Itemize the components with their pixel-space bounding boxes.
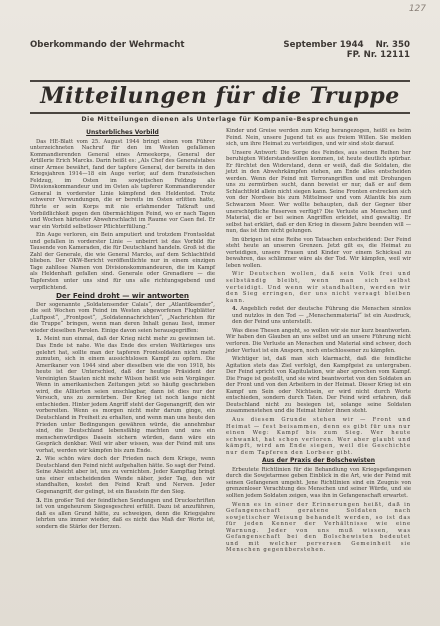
paragraph: Wichtiger ist, daß man sich klarmacht, daß die feindliche Agitation stets das Ziel verfolgt, den Kampfgeist zu untergraben. Der Feind spricht von Kapitulation, wir aber sprechen vom Kampf. Die Frage ist gestellt, und sie wird beantwortet von den Soldaten an der Front und von den Arbeitern in der Heimat. Dieser Krieg ist ein Kampf um Sein oder Nichtsein, er wird nicht durch Worte entschieden, sondern durch Taten. Der Feind wird erfahren, daß Deutschland nicht zu besiegen ist, solange seine Soldaten zusammenstehen und die Heimat hinter ihnen steht.: [226, 356, 411, 415]
list-item: 2. Wie schön wäre doch der Frieden nach dem Kriege, wenn Deutschland den Feind nicht aufgehalten hätte. So sagt der Feind. Seine Absicht aber ist, uns zu vernichten. Jeder Kampftag bringt uns einer entscheidenden Wende näher, jeder Tag, den wir standhalten, kostet den Feind Kraft und Nerven. Jeder Gegenangriff, der gelingt, ist ein Baustein für den Sieg.: [36, 456, 215, 495]
list-item-text: Meint nun einmal, daß der Krieg nicht mehr zu gewinnen ist. Das Ende ist nahe. Wie das Ende des ersten Weltkrieges uns gelehrt hat, sollte man der tapferen Frontsoldaten nicht mehr zumuten, sich in einem aussichtslosen Kampf zu opfern. Die Amerikaner von 1944 sind aber dieselben wie die von 1918, bis heute ist der Unterschied, daß der heutige Präsident der Vereinigten Staaten nicht mehr Wilson heißt wie sein Vorgänger. Wenn in amerikanischen Zeitungen jetzt so häufig geschrieben wird, die Alliierten seien unschlagbar, dann ist dies nur der Versuch, uns zu zermürben. Der Krieg ist noch lange nicht entschieden. Hinter jedem Angriff steht der Gegenangriff, den wir vorbereiten. Wenn es morgen nicht mehr darum ginge, ein Deutschland in Freiheit zu erhalten, und wenn man uns heute den Frieden unter Bedingungen gewähren würde, die annehmbar sind, die Deutschland lebensfähig machten und uns ein menschenwürdiges Dasein sichern würden, dann wäre ein Gespräch denkbar. Weil wir aber wissen, was der Feind mit uns vorhat, werden wir kämpfen bis zum Ende.: [36, 336, 215, 454]
paragraph: Aus diesem Grunde stehen wir — Front und Heimat — fest beisammen, denn es gibt für uns nur einen Weg: Kampf bis zum Sieg. Wer heute schwankt, hat schon verloren. Wer aber glaubt und kämpft, wird am Ende siegen, weil die Geschichte nur dem Tapferen den Lorbeer gibt.: [226, 416, 411, 456]
paragraph: Unsere Antwort: Die Sorge des Feindes, aus seinen Reihen her beruhigten Widerstandswillen kommen, ist heute deutlich spürbar. Er fürchtet den Widerstand, denn er weiß, daß die Soldaten, die jetzt in den Abwehrkämpfen stehen, am Ende alles entscheiden werden. Wenn der Feind mit Terrorangriffen und mit Drohungen uns zu zermürben sucht, dann beweist er nur, daß er auf dem Schlachtfeld allein nicht siegen kann. Seine Fronten erstrecken sich von der Nordsee bis zum Mittelmeer und vom Atlantik bis zum Schwarzen Meer. Wer wollte behaupten, daß der Gegner über unerschöpfliche Reserven verfügt? Die Verluste an Menschen und Material, die er bei seinen Angriffen erleidet, sind gewaltig. Er selbst hat erklärt, daß er den Krieg in diesem Jahre beenden will — nun, das ist ihm nicht gelungen.: [226, 149, 411, 235]
section-title-vorbild: Unsterbliches Vorbild: [86, 129, 159, 136]
section-title-feind-droht: Der Feind droht — wir antworten: [55, 291, 190, 301]
list-item-text: Ein großer Teil der feindlichen Sendungen und Druckschriften ist von ungeheurem Siegesgeschrei erfüllt. Dazu ist anzuführen, daß es allen Grund hätte, zu schweigen, denn die Kriegsjahre lehrten uns immer wieder, daß es nicht das Maß der Worte ist, sondern die Stärke der Herzen.: [36, 497, 216, 530]
paragraph: Das HE-Blatt vom 25. August 1944 bringt einen vom Führer unterzeichneten Nachruf für den im Westen gefallenen Kommandierenden General eines Armeekorps, General der Artillerie Erich Marcks. Darin heißt es: „Als Chef des Generalstabes einer Armee bewährt, fand der tapfere General, der bereits in den Kriegsjahren 1914—18 ein Auge verlor, auf dem französischen Feldzug, im Osten im sowjetischen Feldzug als Divisionskommandeur und im Osten als tapferer Kommandierender General in vorderster Linie kämpfend den Heldentod. Trotz schwerer Verwundungen, die er bereits im Osten erlitten hatte, führte er sein Korps mit nie erlahmender Tatkraft und Vorbildlichkeit gegen den übermächtigen Feind, wo er nach Tagen und Wochen härtester Abwehrschlacht im Raume vor Caen fiel. Er war ein Vorbild selbstloser Pflichterfüllung.“: [30, 138, 215, 230]
issue-date: September 1944: [283, 40, 364, 50]
paragraph: Wenn es in einer der Erinnerungen heißt, daß in Gefangenschaft geratene Soldaten nach sowjetischer Weisung behandelt werden, so ist das für jeden Kenner der Verhältnisse wie eine Warnung. Jeder von uns muß wissen, was Gefangenschaft bei den Bolschewisten bedeutet und mit welcher perversen Gemeinheit sie Menschen gegenüberstehen.: [226, 501, 411, 554]
right-column: [226, 128, 411, 556]
list-item-text: Angeblich redet der deutsche Führung die Menschen sinnlos und nutzlos in den Tod — „Menschenmaterial“ ist ein Ausdruck, den der Feind uns unterstellt.: [232, 306, 412, 326]
publisher-name: Oberkommando der Wehrmacht: [30, 40, 185, 50]
field-post-number: FP. Nr. 12111: [346, 50, 410, 60]
paragraph: Im übrigen ist eine Reihe von Tatsachen entscheidend: Der Feind steht heute an unseren Grenzen. Jetzt gilt es, die Heimat zu verteidigen, unsere Frauen und Kinder vor einem Schicksal zu bewahren, das schlimmer wäre als der Tod. Wir kämpfen, weil wir leben wollen.: [226, 236, 411, 269]
issue-date-line: [283, 40, 410, 50]
subtitle: Die Mitteilungen dienen als Unterlage für Kompanie-Besprechungen: [81, 116, 359, 123]
issue-info: [283, 40, 410, 60]
pencil-annotation: 127: [408, 4, 426, 14]
list-item: 1. Meint nun einmal, daß der Krieg nicht mehr zu gewinnen ist. Das Ende ist nahe. Wie das Ende des ersten Weltkrieges uns gelehrt hat, sollte man der tapferen Frontsoldaten nicht mehr zumuten, sich in einem aussichtslosen Kampf zu opfern. Die Amerikaner von 1944 sind aber dieselben wie die von 1918, bis heute ist der Unterschied, daß der heutige Präsident der Vereinigten Staaten nicht mehr Wilson heißt wie sein Vorgänger. Wenn in amerikanischen Zeitungen jetzt so häufig geschrieben wird, die Alliierten seien unschlagbar, dann ist dies nur der Versuch, uns zu zermürben. Der Krieg ist noch lange nicht entschieden. Hinter jedem Angriff steht der Gegenangriff, den wir vorbereiten. Wenn es morgen nicht mehr darum ginge, ein Deutschland in Freiheit zu erhalten, und wenn man uns heute den Frieden unter Bedingungen gewähren würde, die annehmbar sind, die Deutschland lebensfähig machten und uns ein menschenwürdiges Dasein sichern würden, dann wäre ein Gespräch denkbar. Weil wir aber wissen, was der Feind mit uns vorhat, werden wir kämpfen bis zum Ende.: [36, 336, 215, 454]
list-item: 4. Angeblich redet der deutsche Führung die Menschen sinnlos und nutzlos in den Tod — „Menschenmaterial“ ist ein Ausdruck, den der Feind uns unterstellt.: [232, 306, 412, 326]
paragraph: Kinder und Greise werden zum Krieg herangezogen, heißt es beim Feind. Nein, unsere Jugend tut es aus freiem Willen. Sie melden sich, um ihre Heimat zu verteidigen, und wir sind stolz darauf.: [226, 128, 411, 148]
header-row: [30, 40, 410, 66]
paragraph: Wir Deutschen wollen, daß sein Volk frei und selbständig bleibt, wenn man sich selbst verteidigt. Und wenn wir standhalten, werden wir den Sieg erringen, der uns nicht versagt bleiben kann.: [226, 271, 411, 304]
left-column: [30, 128, 215, 532]
paragraph: Ein Auge verloren, ein Bein amputiert und trotzdem Frontsoldat und gefallen in vorderster Linie — unbeirrt ist das Vorbild für Tausende von Kameraden, die für Deutschland handeln. Groß ist die Zahl der Generale, die wie General Marcks, auf dem Schlachtfeld blieben. Der OKW-Bericht veröffentlichte nur in einem einzigen Tage zahllose Namen von Divisionskommandeuren, die im Kampf als Heldenhaft gefallen sind. Generale oder Grenadiere — die Tapfersten unter uns sind für uns alle richtungsgebend und verpflichtend.: [30, 232, 215, 291]
paragraph: Erbeutete Richtlinien für die Behandlung von Kriegsgefangenen durch die Sowjetarmee geben Einblick in die Art, wie der Feind mit seinen Gefangenen umgeht. Jene Richtlinien sind ein Zeugnis von grenzenloser Verachtung des Menschen und seiner Würde, und sie sollten jedem Soldaten zeigen, was ihn in Gefangenschaft erwartet.: [226, 466, 411, 499]
masthead: [30, 80, 410, 114]
paragraph: Was diese Thesen angeht, so wollen wir sie nur kurz beantworten. Wir haben den Glauben an uns selbst und an unsere Führung nicht verloren. Die Verluste an Menschen und Material sind schwer, doch jeder Verlust ist ein Ansporn, noch entschlossener zu kämpfen.: [226, 327, 411, 354]
argument-list: [30, 336, 215, 530]
section-title-bolschewisten: Aus der Praxis der Bolschewisten: [262, 457, 375, 465]
masthead-title: Mitteilungen für die Truppe: [40, 83, 400, 109]
issue-number: Nr. 350: [375, 40, 410, 50]
list-item: 3. Ein großer Teil der feindlichen Sendungen und Druckschriften ist von ungeheurem Siegesgeschrei erfüllt. Dazu ist anzuführen, daß es allen Grund hätte, zu schweigen, denn die Kriegsjahre lehrten uns immer wieder, daß es nicht das Maß der Worte ist, sondern die Stärke der Herzen.: [36, 497, 216, 530]
paragraph: Der sogenannte „Soldatensender Calais“, der „Atlantiksender“, die seit Wochen vom Feind im Westen abgeworfenen Flugblätter „Luftpost“, „Frontpost“, „Soldatennachrichten“, „Nachrichten für die Truppe“ bringen, wenn man deren Inhalt genau liest, immer wieder dieselben Parolen. Einige davon seien herausgegriffen:: [30, 301, 215, 334]
list-item-text: Wie schön wäre doch der Frieden nach dem Kriege, wenn Deutschland den Feind nicht aufgehalten hätte. So sagt der Feind. Seine Absicht aber ist, uns zu vernichten. Jeder Kampftag bringt uns einer entscheidenden Wende näher, jeder Tag, den wir standhalten, kostet den Feind Kraft und Nerven. Jeder Gegenangriff, der gelingt, ist ein Baustein für den Sieg.: [36, 456, 215, 495]
argument-list-cont: [226, 306, 411, 326]
